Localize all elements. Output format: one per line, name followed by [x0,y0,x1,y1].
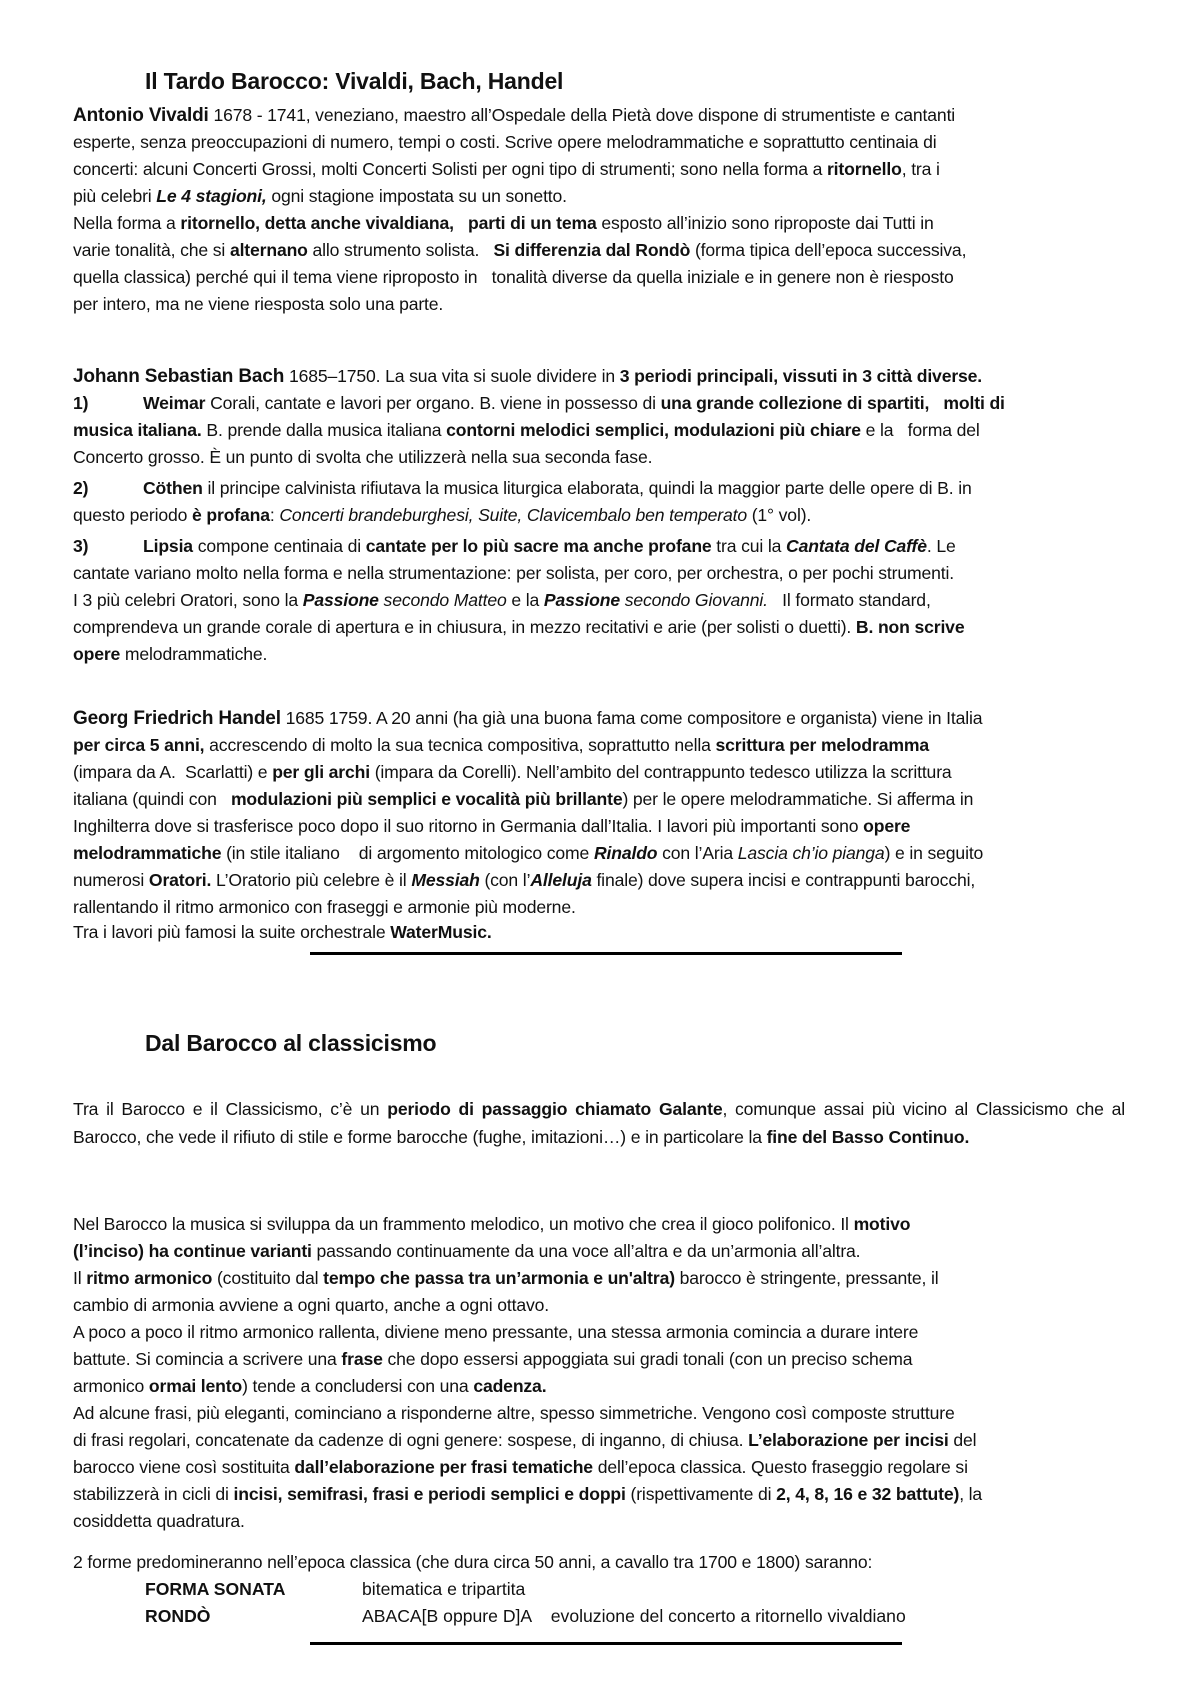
forms-intro: 2 forme predomineranno nell’epoca classica (che dura circa 50 anni, a cavallo tra 1700 e 1800) saranno: [73,1552,873,1572]
bottom-divider [310,1642,902,1645]
section-divider [310,952,902,955]
vivaldi-dates: 1678 - 1741 [213,105,306,125]
handel-name: Georg Friedrich Handel [73,708,281,729]
vivaldi-name: Antonio Vivaldi [73,105,209,126]
galante-paragraph: Tra il Barocco e il Classicismo, c’è un periodo di passaggio chiamato Galante, comunque assai più vicino al Classicismo che al Barocco, che vede il rifiuto di stile e forme barocche (fughe, imitazioni…) e in particolare la fine del Basso Continuo. [73,1099,1126,1147]
form-row: FORMA SONATA bitematica e tripartita [145,1579,526,1599]
bach-dates: 1685–1750 [288,366,376,386]
section-title-barocco-classicismo: Dal Barocco al classicismo [145,1030,437,1056]
document-page: Il Tardo Barocco: Vivaldi, Bach, Handel Antonio Vivaldi 1678 - 1741, veneziano, maestro all’Ospedale della Pietà dove dispone di strumentiste e cantanti esperte, senza preoccupazioni di numero, tempi o costi. Scrive opere melodrammatiche e soprattutto centinaia di concerti: alcuni Concerti Grossi, molti Concerti Solisti per ogni tipo di strumenti; sono nella forma a ritornello, tra i più celebri Le 4 stagioni, ogni stagione impostata su un sonetto. Nella forma a ritornello, detta anche vivaldiana, parti di un tema esposto all’inizio sono riproposte dai Tutti in varie tonalità, che si alternano allo strumento solista. Si differenzia dal Rondò (forma tipica dell’epoca successiva, quella classica) perché qui il tema viene riproposto in tonalità diverse da quella iniziale e in genere non è riesposto per intero, ma ne viene riesposta solo una parte. Johann Sebastian Bach 1685–1750. La sua vita si suole dividere in 3 periodi principali, vissuti in 3 città diverse. 1) Weimar Corali, cantate e lavori per organo. B. viene in possesso di una grande collezione di spartiti, molti di musica italiana. B. prende dalla musica italiana contorni melodici semplici, modulazioni più chiare e la forma del Concerto grosso. È un punto di svolta che utilizzerà nella sua seconda fase. 2) Cöthen il principe calvinista rifiutava la musica liturgica elaborata, quindi la maggior parte delle opere di B. in questo periodo è profana: Concerti brandeburghesi, Suite, Clavicembalo ben temperato (1° vol). 3) Lipsia compone centinaia di cantate per lo più sacre ma anche profane tra cui la Cantata del Caffè. Le cantate variano molto nella forma e nella strumentazione: per solista, per coro, per orchestra, o per pochi strumenti. I 3 più celebri Oratori, sono la Passione secondo Matteo e la Passione secondo Giovanni. Il formato standard, comprendeva un grande corale di apertura e in chiusura, in mezzo recitativi e arie (per solisti o duetti). B. non scrive opere melodrammatiche. Georg Friedrich Handel 1685 1759. A 20 anni (ha già una buona fama come compositore e organista) viene in Italia per circa 5 anni, accrescendo di molto la sua tecnica compositiva, soprattutto nella scrittura per melodramma (impara da A. Scarlatti) e per gli archi (impara da Corelli). Nell’ambito del contrappunto tedesco utilizza la scrittura italiana (quindi con modulazioni più semplici e vocalità più brillante) per le opere melodrammatiche. Si afferma in Inghilterra dove si trasferisce poco dopo il suo ritorno in Germania dall’Italia. I lavori più importanti sono opere melodrammatiche (in stile italiano di argomento mitologico come Rinaldo con l’Aria Lascia ch’io pianga) e in seguito numerosi Oratori. L’Oratorio più celebre è il Messiah (con l’Alleluja finale) dove supera incisi e contrappunti barocchi, rallentando il ritmo armonico con fraseggi e armonie più moderne. Tra i lavori più famosi la suite orchestrale WaterMusic. Dal Barocco al classicismo Tra il Barocco e il Classicismo, c’è un periodo di passaggio chiamato Galante, comunque assai più vicino al Classicismo che al Barocco, che vede il rifiuto di stile e forme barocche (fughe, imitazioni…) e in particolare la fine del Basso Continuo. Nel Barocco la musica si sviluppa da un frammento melodico, un motivo che crea il gioco polifonico. Il motivo (l’inciso) ha continue varianti passando continuamente da una voce all’altra e da un’armonia all’altra. Il ritmo armonico (costituito dal tempo che passa tra un’armonia e un'altra) barocco è stringente, pressante, il cambio di armonia avviene a ogni quarto, anche a ogni ottavo. A poco a poco il ritmo armonico rallenta, diviene meno pressante, una stessa armonia comincia a durare intere battute. Si comincia a scrivere una frase che dopo essersi appoggiata sui gradi tonali (con un preciso schema armonico ormai lento) tende a concludersi con una cadenza. Ad alcune frasi, più eleganti, cominciano a risponderne altre, spesso simmetriche. Vengono così composte strutture di frasi regolari, concatenate da cadenze di ogni genere: sospese, di inganno, di chiusa. L’elaborazione per incisi del barocco viene così sostituita dall’elaborazione per frasi tematiche dell’epoca classica. Questo fraseggio regolare si stabilizzerà in cicli di incisi, semifrasi, frasi e periodi semplici e doppi (rispettivamente di 2, 4, 8, 16 e 32 battute), la cosiddetta quadratura. 2 forme predomineranno nell’epoca classica (che dura circa 50 anni, a cavallo tra 1700 e 1800) saranno: FORMA SONATA bitematica e tripartita RONDÒ ABACA[B oppure D]A evoluzione del concerto a ritornello vivaldiano [0,0,1200,1696]
handel-dates: 1685 1759 [285,708,368,728]
bach-name: Johann Sebastian Bach [73,366,285,387]
section-title-tardo-barocco: Il Tardo Barocco: Vivaldi, Bach, Handel [145,68,564,94]
form-row: RONDÒ ABACA[B oppure D]A evoluzione del concerto a ritornello vivaldiano [145,1606,906,1626]
